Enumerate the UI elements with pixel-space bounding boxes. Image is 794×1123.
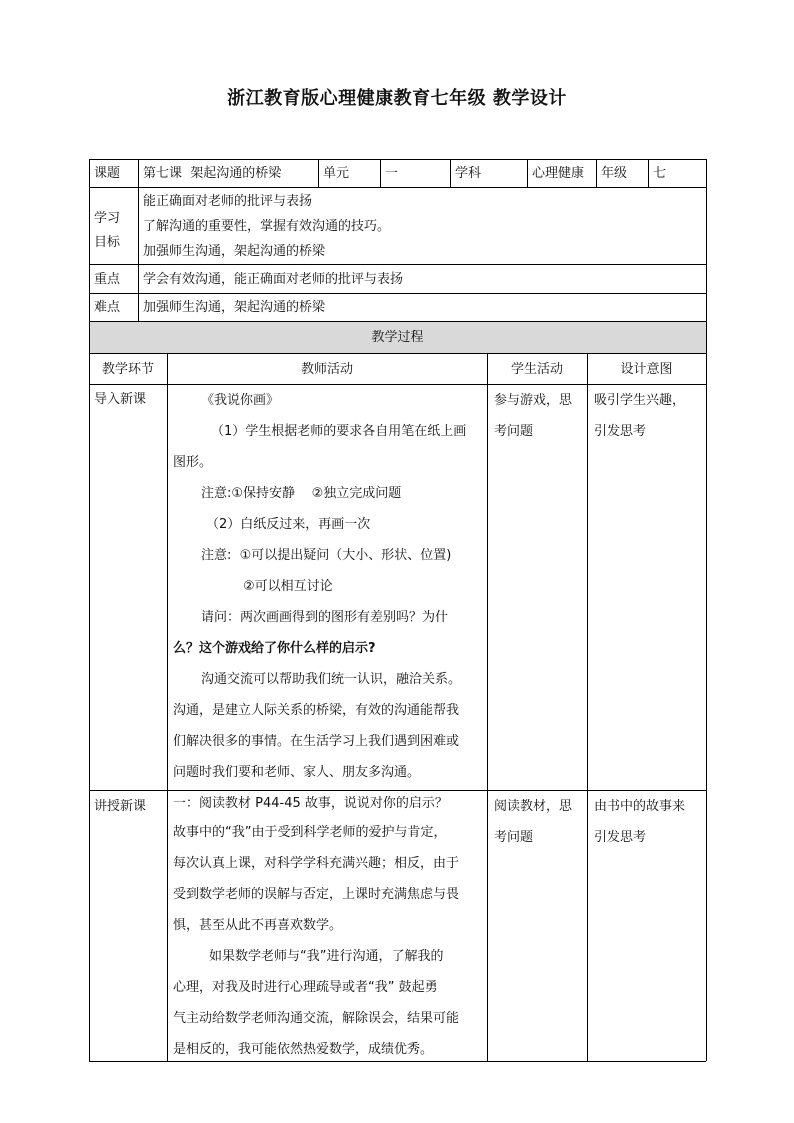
teacher-line: 是相反的，我可能依然热爱数学，成绩优秀。 [173,1042,434,1057]
col-header-student: 学生活动 [510,361,563,377]
section1-stage: 导入新课 [94,392,147,407]
teacher-line: 故事中的“我”由于受到科学老师的爱护与肯定， [173,825,447,840]
teacher-line: 么？这个游戏给了你什么样的启示? [173,641,376,656]
difficulty-label: 难点 [94,300,121,315]
unit-value: 一 [385,166,399,181]
section1-student-activity [494,385,586,447]
teacher-line: 如果数学老师与“我”进行沟通，了解我的 [209,949,444,964]
grade-value: 七 [653,166,667,181]
teacher-line: 注意:①保持安静 ②独立完成问题 [201,486,402,501]
teacher-line: 沟通交流可以帮助我们统一认识，融洽关系。 [201,672,462,687]
intent-line: 引发思考 [594,830,647,845]
lesson-label: 课题 [94,166,121,181]
teacher-line: 每次认真上课，对科学学科充满兴趣；相反，由于 [173,856,460,871]
teacher-line: 图形。 [173,455,213,470]
student-line: 参与游戏，思 [494,393,573,408]
goal-item: 加强师生沟通，架起沟通的桥梁 [143,244,326,259]
intent-line: 引发思考 [594,424,647,439]
student-line: 考问题 [494,830,534,845]
intent-line: 由书中的故事来 [594,799,686,814]
intent-line: 吸引学生兴趣， [594,393,686,408]
page-title: 浙江教育版心理健康教育七年级 教学设计 [227,88,567,109]
goals-label-line2: 目标 [94,235,121,250]
teacher-line: 沟通，是建立人际关系的桥梁，有效的沟通能帮我 [173,703,460,718]
section2-student-activity [494,791,586,853]
teacher-line: 请问：两次画画得到的图形有差别吗？为什 [201,610,449,625]
subject-label: 学科 [455,166,482,181]
goals-label-line1: 学习 [94,211,121,226]
goal-item: 了解沟通的重要性，掌握有效沟通的技巧。 [143,219,391,234]
teacher-line: 心理，对我及时进行心理疏导或者“我” 鼓起勇 [173,980,438,995]
teacher-line: 一：阅读教材 P44-45 故事，说说对你的启示？ [173,796,448,811]
lesson-value: 第七课 架起沟通的桥梁 [143,166,282,181]
section1-design-intent [594,385,704,447]
section2-design-intent [594,791,704,853]
teacher-line: 们解决很多的事情。在生活学习上我们遇到困难或 [173,734,460,749]
teacher-line: 气主动给数学老师沟通交流，解除误会，结果可能 [173,1011,460,1026]
teacher-line: （1）学生根据老师的要求各自用笔在纸上画 [211,424,467,439]
section2-teacher-activity [173,791,485,1065]
grade-label: 年级 [601,166,628,181]
teacher-line: 《我说你画》 [201,393,280,408]
section1-teacher-activity [173,385,485,788]
difficulty-value: 加强师生沟通，架起沟通的桥梁 [143,300,326,315]
section2-stage: 讲授新课 [94,799,147,814]
unit-label: 单元 [323,166,350,181]
key-point-label: 重点 [94,271,121,287]
subject-value: 心理健康 [532,166,585,181]
teacher-line: 问题时我们要和老师、家人、朋友多沟通。 [173,765,421,780]
teacher-line: 惧，甚至从此不再喜欢数学。 [173,918,343,933]
teacher-line: 受到数学老师的误解与否定，上课时充满焦虑与畏 [173,887,460,902]
key-point-value: 学会有效沟通，能正确面对老师的批评与表扬 [143,271,404,287]
student-line: 阅读教材，思 [494,799,573,814]
goals-label [94,207,138,255]
process-header: 教学过程 [371,330,424,345]
teacher-line: （2）白纸反过来，再画一次 [206,517,371,532]
teacher-line: 注意: ①可以提出疑问（大小、形状、位置) [201,548,452,563]
col-header-teacher: 教师活动 [300,361,353,377]
goal-item: 能正确面对老师的批评与表扬 [143,194,313,209]
teacher-line: ②可以相互讨论 [243,579,333,594]
student-line: 考问题 [494,424,534,439]
col-header-intent: 设计意图 [620,361,673,377]
goals-list [143,189,703,264]
col-header-stage: 教学环节 [101,361,154,377]
